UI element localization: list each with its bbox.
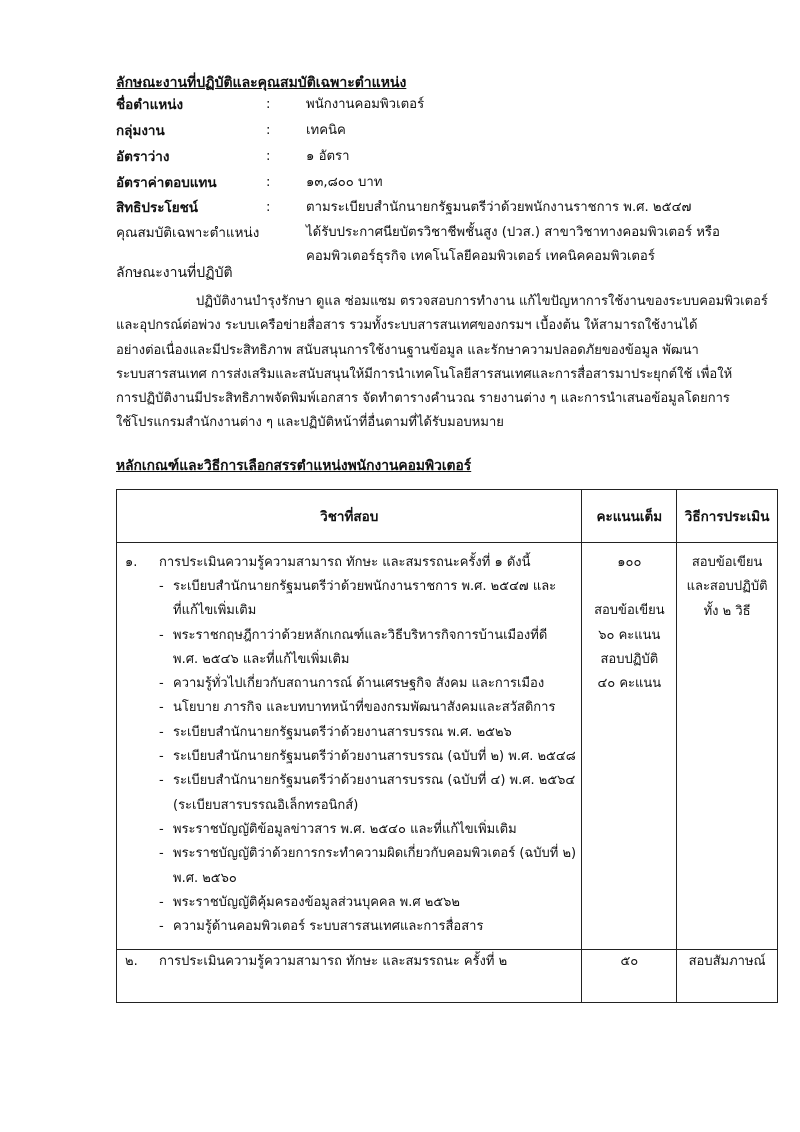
score-total: ๑๐๐ bbox=[617, 555, 642, 570]
info-label: กลุ่มงาน bbox=[116, 123, 165, 139]
info-value: ๑ อัตรา bbox=[306, 149, 350, 164]
method-line: ทั้ง ๒ วิธี bbox=[703, 603, 751, 619]
row-number: ๑. bbox=[125, 555, 138, 570]
duties-title: ลักษณะงานที่ปฏิบัติ bbox=[116, 265, 233, 281]
score-detail: สอบข้อเขียน bbox=[594, 603, 665, 619]
method-line: สอบข้อเขียน bbox=[691, 555, 763, 570]
list-item: - ระเบียบสำนักนายกรัฐมนตรีว่าด้วยงานสารบรรณ (ฉบับที่ ๔) พ.ศ. ๒๕๖๔ (ระเบียบสารบรรณอิเล็กทรอนิกส์) bbox=[159, 773, 576, 813]
list-item: - พระราชบัญญัติคุ้มครองข้อมูลส่วนบุคคล พ.ศ ๒๕๖๒ bbox=[159, 894, 460, 910]
subject-title: การประเมินความรู้ความสามารถ ทักษะ และสมรรถนะ ครั้งที่ ๒ bbox=[159, 954, 508, 970]
duties-paragraph bbox=[116, 290, 768, 436]
info-value: เทคนิค bbox=[306, 123, 346, 138]
duties-line: การปฏิบัติงานมีประสิทธิภาพจัดพิมพ์เอกสาร จัดทำตารางคำนวณ รายงานต่าง ๆ และการนำเสนอข้อมูลโดยการ bbox=[116, 391, 730, 407]
info-label: สิทธิประโยชน์ bbox=[116, 200, 199, 216]
table-row bbox=[117, 950, 778, 1003]
duties-line: อย่างต่อเนื่องและมีประสิทธิภาพ สนับสนุนการใช้งานฐานข้อมูล และรักษาความปลอดภัยของข้อมูล พัฒนา bbox=[116, 342, 699, 358]
method-line: และสอบปฏิบัติ bbox=[686, 579, 768, 595]
info-value-line2: คอมพิวเตอร์ธุรกิจ เทคโนโลยีคอมพิวเตอร์ เทคนิคคอมพิวเตอร์ bbox=[306, 249, 655, 264]
score-detail: ๖๐ คะแนน bbox=[598, 627, 661, 643]
score-detail: สอบปฏิบัติ bbox=[600, 651, 659, 667]
subject-title: การประเมินความรู้ความสามารถ ทักษะ และสมรรถนะครั้งที่ ๑ ดังนี้ bbox=[159, 555, 531, 570]
list-item: - ความรู้ทั่วไปเกี่ยวกับสถานการณ์ ด้านเศรษฐกิจ สังคม และการเมือง bbox=[159, 676, 545, 692]
info-colon: : bbox=[266, 149, 271, 164]
header-score: คะแนนเต็ม bbox=[582, 490, 677, 543]
info-value: พนักงานคอมพิวเตอร์ bbox=[306, 97, 425, 112]
info-colon: : bbox=[266, 200, 271, 215]
score-cell bbox=[582, 543, 677, 950]
list-item: - พระราชบัญญัติข้อมูลข่าวสาร พ.ศ. ๒๕๔๐ และที่แก้ไขเพิ่มเติม bbox=[159, 821, 517, 837]
subject-heading bbox=[125, 551, 581, 575]
subject-heading bbox=[125, 950, 581, 974]
method-cell: สอบสัมภาษณ์ bbox=[677, 950, 778, 1003]
score-detail: ๔๐ คะแนน bbox=[597, 676, 662, 692]
header-subject: วิชาที่สอบ bbox=[117, 490, 582, 543]
method-cell bbox=[677, 543, 778, 950]
duties-line: และอุปกรณ์ต่อพ่วง ระบบเครือข่ายสื่อสาร รวมทั้งระบบสารสนเทศของกรมฯ เบื้องต้น ให้สามารถใช้งานได้ bbox=[116, 318, 698, 334]
info-value: ได้รับประกาศนียบัตรวิชาชีพชั้นสูง (ปวส.) สาขาวิชาทางคอมพิวเตอร์ หรือ bbox=[306, 225, 720, 240]
table-row bbox=[117, 543, 778, 950]
info-label: ชื่อตำแหน่ง bbox=[116, 97, 184, 113]
info-colon: : bbox=[266, 175, 271, 190]
list-item: - นโยบาย ภารกิจ และบทบาทหน้าที่ของกรมพัฒนาสังคมและสวัสดิการ bbox=[159, 700, 556, 716]
exam-table bbox=[116, 489, 778, 1003]
list-item: - ระเบียบสำนักนายกรัฐมนตรีว่าด้วยงานสารบรรณ (ฉบับที่ ๒) พ.ศ. ๒๕๔๘ bbox=[159, 749, 576, 765]
info-label: อัตราค่าตอบแทน bbox=[116, 175, 217, 191]
info-colon: : bbox=[266, 123, 271, 138]
row-number: ๒. bbox=[125, 954, 138, 970]
subject-cell bbox=[117, 543, 582, 950]
info-label: คุณสมบัติเฉพาะตำแหน่ง bbox=[116, 225, 260, 241]
list-item: - ระเบียบสำนักนายกรัฐมนตรีว่าด้วยพนักงานราชการ พ.ศ. ๒๕๔๗ และ ที่แก้ไขเพิ่มเติม bbox=[159, 579, 557, 619]
duties-line: ปฏิบัติงานบำรุงรักษา ดูแล ซ่อมแซม ตรวจสอบการทำงาน แก้ไขปัญหาการใช้งานของระบบคอมพิวเตอร์ bbox=[196, 294, 768, 309]
section-heading: ลักษณะงานที่ปฏิบัติและคุณสมบัติเฉพาะตำแหน่ง bbox=[116, 75, 407, 91]
selection-title: หลักเกณฑ์และวิธีการเลือกสรรตำแหน่งพนักงานคอมพิวเตอร์ bbox=[116, 458, 472, 474]
list-item: - ความรู้ด้านคอมพิวเตอร์ ระบบสารสนเทศและการสื่อสาร bbox=[159, 919, 484, 935]
list-item: - ระเบียบสำนักนายกรัฐมนตรีว่าด้วยงานสารบรรณ พ.ศ. ๒๕๒๖ bbox=[159, 724, 512, 740]
info-label: อัตราว่าง bbox=[116, 149, 170, 165]
info-value: ๑๓,๘๐๐ บาท bbox=[306, 175, 383, 190]
header-method: วิธีการประเมิน bbox=[677, 490, 778, 543]
list-item: - พระราชกฤษฎีกาว่าด้วยหลักเกณฑ์และวิธีบริหารกิจการบ้านเมืองที่ดี พ.ศ. ๒๕๔๖ และที่แก้ไขเพิ่มเติม bbox=[159, 627, 548, 667]
duties-line: ระบบสารสนเทศ การส่งเสริมและสนับสนุนให้มีการนำเทคโนโลยีสารสนเทศและการสื่อสารมาประยุกต์ใช้ เพื่อให้ bbox=[116, 366, 733, 382]
table-header-row bbox=[117, 490, 778, 543]
info-value: ตามระเบียบสำนักนายกรัฐมนตรีว่าด้วยพนักงานราชการ พ.ศ. ๒๕๔๗ bbox=[306, 200, 692, 215]
subject-cell bbox=[117, 950, 582, 1003]
info-colon: : bbox=[266, 97, 271, 112]
score-cell: ๕๐ bbox=[582, 950, 677, 1003]
duties-line: ใช้โปรแกรมสำนักงานต่าง ๆ และปฏิบัติหน้าที่อื่นตามที่ได้รับมอบหมาย bbox=[116, 415, 504, 431]
list-item: - พระราชบัญญัติว่าด้วยการกระทำความผิดเกี่ยวกับคอมพิวเตอร์ (ฉบับที่ ๒) พ.ศ. ๒๕๖๐ bbox=[159, 846, 577, 886]
